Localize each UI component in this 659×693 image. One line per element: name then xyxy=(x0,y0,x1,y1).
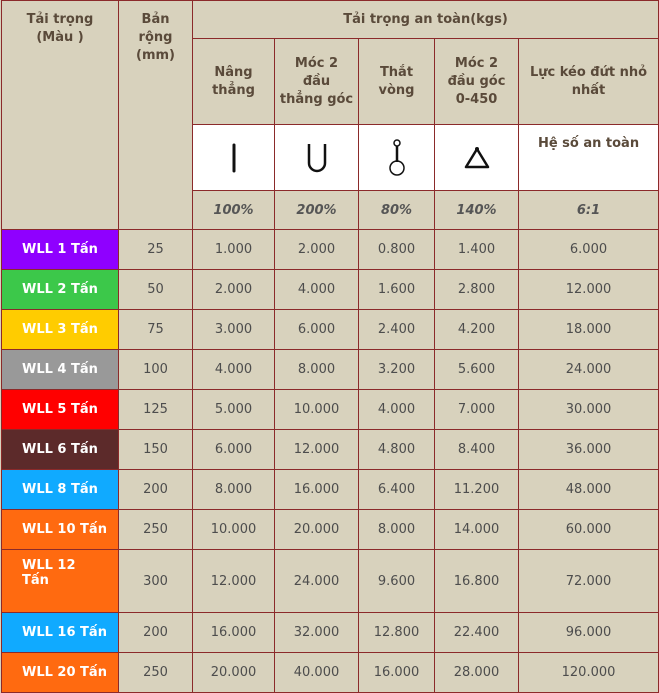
width-cell: 25 xyxy=(119,230,193,270)
load-value-cell: 9.600 xyxy=(359,550,435,613)
triangle-basket-icon xyxy=(435,125,519,191)
load-value-cell: 120.000 xyxy=(519,653,659,693)
wll-label: WLL 3 Tấn xyxy=(2,310,119,350)
load-value-cell: 11.200 xyxy=(435,470,519,510)
load-value-cell: 4.000 xyxy=(275,270,359,310)
load-value-cell: 22.400 xyxy=(435,613,519,653)
width-cell: 250 xyxy=(119,510,193,550)
header-width: Bản rộng (mm) xyxy=(119,1,193,230)
header-col-choker: Thắt vòng xyxy=(359,39,435,125)
load-value-cell: 32.000 xyxy=(275,613,359,653)
load-value-cell: 4.000 xyxy=(193,350,275,390)
table-row xyxy=(2,350,659,390)
load-value-cell: 4.000 xyxy=(359,390,435,430)
pct-choker: 80% xyxy=(359,191,435,230)
table-row xyxy=(2,510,659,550)
pct-straight: 100% xyxy=(193,191,275,230)
header-col-breaking: Lực kéo đứt nhỏ nhất xyxy=(519,39,659,125)
load-value-cell: 5.600 xyxy=(435,350,519,390)
load-value-cell: 6.400 xyxy=(359,470,435,510)
wll-label: WLL 6 Tấn xyxy=(2,430,119,470)
table-row xyxy=(2,613,659,653)
table-row xyxy=(2,653,659,693)
width-cell: 250 xyxy=(119,653,193,693)
load-value-cell: 16.000 xyxy=(193,613,275,653)
load-value-cell: 1.000 xyxy=(193,230,275,270)
load-value-cell: 16.800 xyxy=(435,550,519,613)
table-row xyxy=(2,310,659,350)
load-value-cell: 10.000 xyxy=(275,390,359,430)
load-value-cell: 18.000 xyxy=(519,310,659,350)
wll-label: WLL 16 Tấn xyxy=(2,613,119,653)
table-row xyxy=(2,230,659,270)
wll-label: WLL 8 Tấn xyxy=(2,470,119,510)
width-cell: 50 xyxy=(119,270,193,310)
load-value-cell: 6.000 xyxy=(519,230,659,270)
choker-hitch-icon xyxy=(359,125,435,191)
load-value-cell: 7.000 xyxy=(435,390,519,430)
load-value-cell: 8.000 xyxy=(193,470,275,510)
table-row xyxy=(2,430,659,470)
load-value-cell: 8.400 xyxy=(435,430,519,470)
load-value-cell: 20.000 xyxy=(275,510,359,550)
load-value-cell: 48.000 xyxy=(519,470,659,510)
safety-factor-label: Hệ số an toàn xyxy=(519,125,659,191)
load-value-cell: 6.000 xyxy=(275,310,359,350)
load-value-cell: 14.000 xyxy=(435,510,519,550)
header-load-color: Tải trọng (Màu ) xyxy=(2,1,119,230)
load-value-cell: 3.200 xyxy=(359,350,435,390)
load-value-cell: 6.000 xyxy=(193,430,275,470)
load-value-cell: 96.000 xyxy=(519,613,659,653)
load-value-cell: 36.000 xyxy=(519,430,659,470)
load-value-cell: 1.600 xyxy=(359,270,435,310)
load-value-cell: 4.200 xyxy=(435,310,519,350)
wll-label: WLL 2 Tấn xyxy=(2,270,119,310)
load-value-cell: 4.800 xyxy=(359,430,435,470)
wll-label: WLL 5 Tấn xyxy=(2,390,119,430)
load-value-cell: 2.000 xyxy=(193,270,275,310)
wll-label: WLL 4 Tấn xyxy=(2,350,119,390)
pct-angle: 140% xyxy=(435,191,519,230)
pct-breaking: 6:1 xyxy=(519,191,659,230)
header-safe-load: Tải trọng an toàn(kgs) xyxy=(193,1,659,39)
table-row xyxy=(2,390,659,430)
load-value-cell: 30.000 xyxy=(519,390,659,430)
header-col-u-basket: Móc 2 đầu thẳng góc xyxy=(275,39,359,125)
wll-label: WLL 1 Tấn xyxy=(2,230,119,270)
load-value-cell: 1.400 xyxy=(435,230,519,270)
load-value-cell: 12.000 xyxy=(519,270,659,310)
table-row xyxy=(2,550,659,613)
wll-label: WLL 10 Tấn xyxy=(2,510,119,550)
load-value-cell: 40.000 xyxy=(275,653,359,693)
load-value-cell: 2.400 xyxy=(359,310,435,350)
table-row xyxy=(2,470,659,510)
load-value-cell: 16.000 xyxy=(275,470,359,510)
u-basket-icon xyxy=(275,125,359,191)
load-value-cell: 20.000 xyxy=(193,653,275,693)
safe-load-table xyxy=(1,0,659,693)
load-value-cell: 28.000 xyxy=(435,653,519,693)
header-col-straight: Nâng thẳng xyxy=(193,39,275,125)
load-value-cell: 8.000 xyxy=(275,350,359,390)
load-value-cell: 60.000 xyxy=(519,510,659,550)
width-cell: 200 xyxy=(119,613,193,653)
pct-u-basket: 200% xyxy=(275,191,359,230)
load-value-cell: 24.000 xyxy=(275,550,359,613)
width-cell: 75 xyxy=(119,310,193,350)
width-cell: 100 xyxy=(119,350,193,390)
load-value-cell: 12.000 xyxy=(193,550,275,613)
load-value-cell: 2.800 xyxy=(435,270,519,310)
table-row xyxy=(2,270,659,310)
width-cell: 300 xyxy=(119,550,193,613)
load-value-cell: 2.000 xyxy=(275,230,359,270)
width-cell: 125 xyxy=(119,390,193,430)
load-value-cell: 0.800 xyxy=(359,230,435,270)
straight-lift-icon xyxy=(193,125,275,191)
load-value-cell: 12.800 xyxy=(359,613,435,653)
load-value-cell: 3.000 xyxy=(193,310,275,350)
header-col-angle: Móc 2 đầu góc 0-450 xyxy=(435,39,519,125)
load-value-cell: 12.000 xyxy=(275,430,359,470)
width-cell: 200 xyxy=(119,470,193,510)
load-value-cell: 8.000 xyxy=(359,510,435,550)
load-value-cell: 16.000 xyxy=(359,653,435,693)
load-value-cell: 72.000 xyxy=(519,550,659,613)
load-value-cell: 24.000 xyxy=(519,350,659,390)
load-value-cell: 5.000 xyxy=(193,390,275,430)
width-cell: 150 xyxy=(119,430,193,470)
wll-label: WLL 12 Tấn xyxy=(2,550,119,613)
wll-label: WLL 20 Tấn xyxy=(2,653,119,693)
load-value-cell: 10.000 xyxy=(193,510,275,550)
